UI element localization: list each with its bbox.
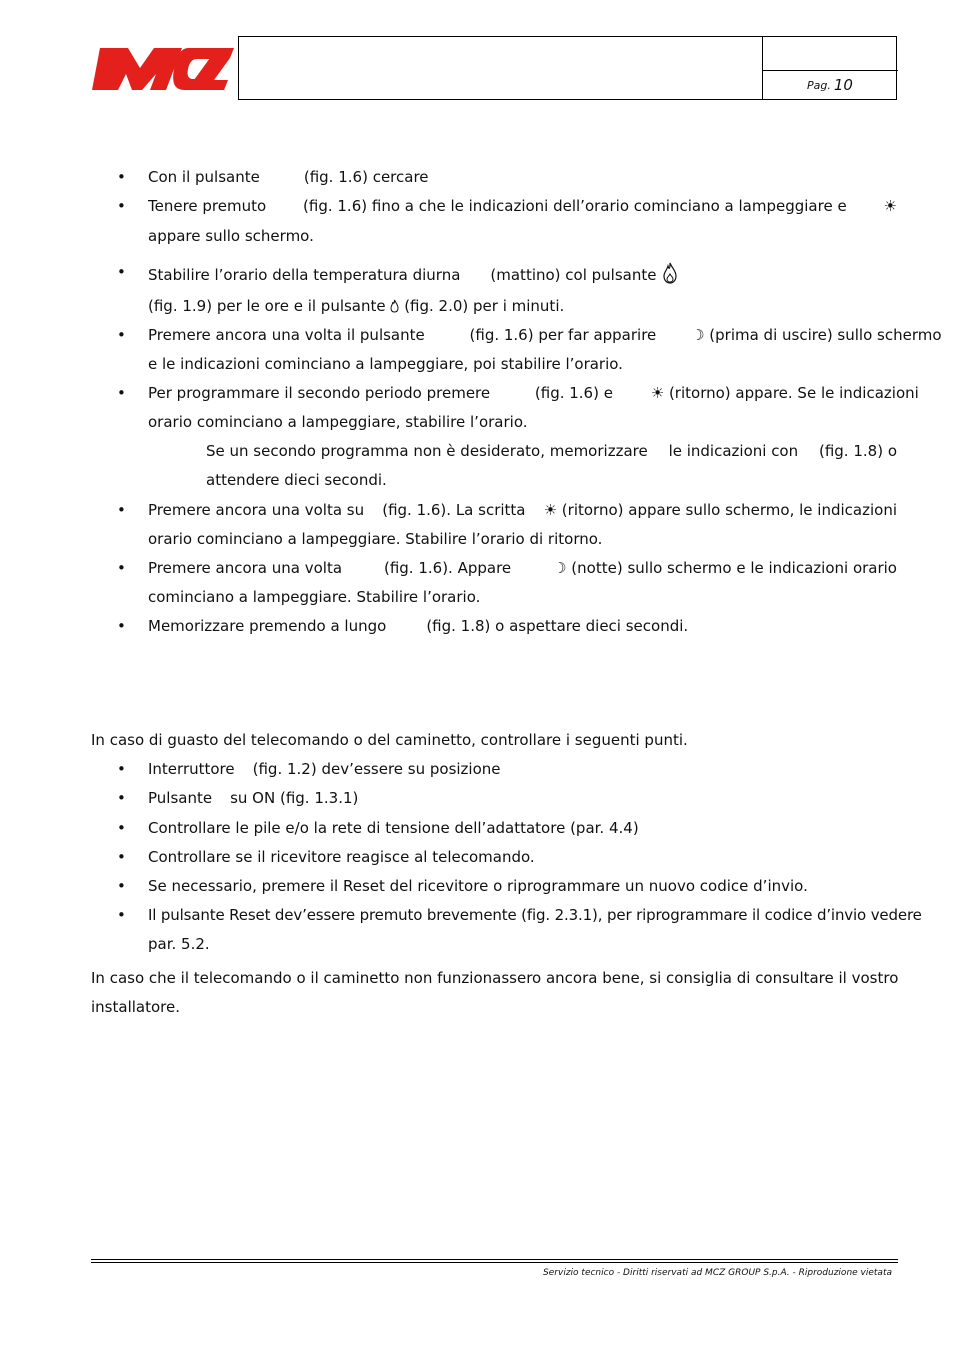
page-number-cell — [763, 71, 897, 99]
bullet: • — [117, 877, 126, 895]
bullet: • — [117, 617, 126, 635]
list-item-continuation: orario cominciano a lampeggiare, stabilire l’orario. — [148, 413, 528, 431]
list-item-continuation: appare sullo schermo. — [148, 227, 314, 245]
list-item: Con il pulsante (fig. 1.6) cercare — [148, 168, 429, 186]
moon-icon-text: ☽ (notte) sullo schermo e le indicazioni orario — [553, 559, 897, 577]
header-box — [238, 36, 897, 100]
list-item: Interruttore (fig. 1.2) dev’essere su posizione — [148, 760, 501, 778]
list-item: Premere ancora una volta il pulsante (fig. 1.6) per far apparire ☽ (prima di uscire) sullo schermo — [148, 326, 942, 344]
list-item: Il pulsante Reset dev’essere premuto brevemente (fig. 2.3.1), per riprogrammare il codice d’invio vedere — [148, 906, 922, 924]
list-item-continuation: (fig. 1.9) per le ore e il pulsante (fig. 2.0) per i minuti. — [148, 297, 565, 315]
mcz-logo — [92, 46, 234, 92]
list-item: Pulsante su ON (fig. 1.3.1) — [148, 789, 359, 807]
list-item: Premere ancora una volta su (fig. 1.6). La scritta ☀ (ritorno) appare sullo schermo, le indicazioni — [148, 501, 897, 519]
sun-icon-text: ☀ (ritorno) appare. Se le indicazioni — [650, 384, 919, 402]
list-item-continuation: par. 5.2. — [148, 935, 210, 953]
note-paragraph: Se un secondo programma non è desiderato, memorizzare le indicazioni con (fig. 1.8) o — [206, 442, 897, 460]
bullet: • — [117, 168, 126, 186]
list-item-continuation: orario cominciano a lampeggiare. Stabilire l’orario di ritorno. — [148, 530, 603, 548]
bullet: • — [117, 789, 126, 807]
list-item: Stabilire l’orario della temperatura diurna (mattino) col pulsante — [148, 262, 677, 285]
bullet: • — [117, 263, 126, 281]
bullet: • — [117, 819, 126, 837]
list-item: Premere ancora una volta (fig. 1.6). Appare ☽ (notte) sullo schermo e le indicazioni orario — [148, 559, 897, 577]
bullet: • — [117, 197, 126, 215]
bullet: • — [117, 906, 126, 924]
bullet: • — [117, 559, 126, 577]
bullet: • — [117, 760, 126, 778]
footer-rule — [91, 1259, 898, 1260]
sun-icon: ☀ — [883, 197, 897, 215]
list-item: Controllare le pile e/o la rete di tensione dell’adattatore (par. 4.4) — [148, 819, 639, 837]
page-number: 10 — [833, 76, 853, 94]
list-item: Per programmare il secondo periodo premere (fig. 1.6) e ☀ (ritorno) appare. Se le indicazioni — [148, 384, 919, 402]
bullet: • — [117, 326, 126, 344]
footer-rule — [91, 1262, 898, 1263]
moon-icon-text: ☽ (prima di uscire) sullo schermo — [691, 326, 942, 344]
list-item: Controllare se il ricevitore reagisce al telecomando. — [148, 848, 535, 866]
bullet: • — [117, 501, 126, 519]
closing-paragraph: In caso che il telecomando o il caminetto non funzionassero ancora bene, si consiglia di consultare il vostro — [91, 969, 899, 987]
page-label: Pag. — [807, 78, 831, 92]
list-item: Memorizzare premendo a lungo (fig. 1.8) o aspettare dieci secondi. — [148, 617, 689, 635]
note-paragraph-continuation: attendere dieci secondi. — [206, 471, 387, 489]
bullet: • — [117, 384, 126, 402]
troubleshooting-intro: In caso di guasto del telecomando o del caminetto, controllare i seguenti punti. — [91, 731, 688, 749]
list-item: Se necessario, premere il Reset del ricevitore o riprogrammare un nuovo codice d’invio. — [148, 877, 808, 895]
flame-icon — [663, 262, 677, 284]
list-item: Tenere premuto (fig. 1.6) fino a che le indicazioni dell’orario cominciano a lampeggiare e ☀ — [148, 197, 897, 215]
sun-icon-text: ☀ (ritorno) appare sullo schermo, le indicazioni — [543, 501, 897, 519]
footer-text: Servizio tecnico - Diritti riservati ad MCZ GROUP S.p.A. - Riproduzione vietata — [543, 1268, 892, 1278]
list-item-continuation: e le indicazioni cominciano a lampeggiare, poi stabilire l’orario. — [148, 355, 623, 373]
list-item-continuation: cominciano a lampeggiare. Stabilire l’orario. — [148, 588, 481, 606]
bullet: • — [117, 848, 126, 866]
closing-paragraph-continuation: installatore. — [91, 998, 180, 1016]
flame-small-icon — [390, 299, 399, 313]
